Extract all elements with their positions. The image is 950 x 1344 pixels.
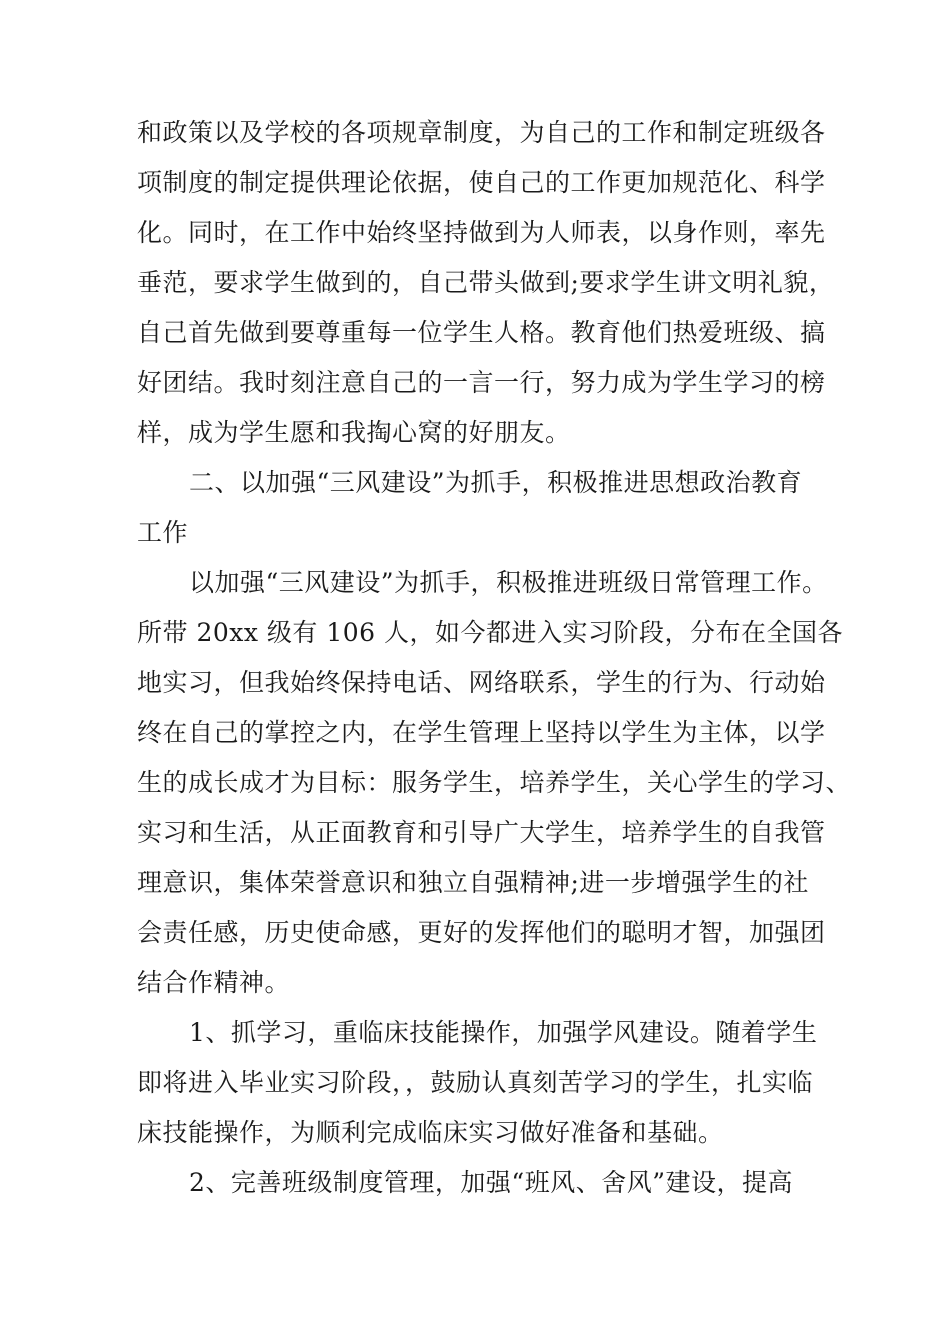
- text-line: 即将进入毕业实习阶段，，鼓励认真刻苦学习的学生，扎实临: [137, 1068, 814, 1097]
- section-heading: 二、以加强“三风建设”为抓手，积极推进思想政治教育: [189, 468, 803, 497]
- list-item: 1、抓学习，重临床技能操作，加强学风建设。随着学生: [189, 1018, 818, 1047]
- text-line: 样，成为学生愿和我掏心窝的好朋友。: [137, 418, 571, 447]
- text-line: 结合作精神。: [137, 968, 291, 997]
- list-item: 2、完善班级制度管理，加强“班风、舍风”建设，提高: [189, 1168, 793, 1197]
- text-line: 地实习，但我始终保持电话、网络联系，学生的行为、行动始: [137, 668, 826, 697]
- text-line: 所带 20xx 级有 106 人，如今都进入实习阶段，分布在全国各: [137, 618, 844, 647]
- text-line: 项制度的制定提供理论依据，使自己的工作更加规范化、科学: [137, 168, 826, 197]
- text-line: 以加强“三风建设”为抓手，积极推进班级日常管理工作。: [189, 568, 828, 597]
- text-line: 自己首先做到要尊重每一位学生人格。教育他们热爱班级、搞: [137, 318, 826, 347]
- text-line: 生的成长成才为目标：服务学生，培养学生，关心学生的学习、: [137, 768, 852, 797]
- text-line: 实习和生活，从正面教育和引导广大学生，培养学生的自我管: [137, 818, 826, 847]
- text-line: 终在自己的掌控之内，在学生管理上坚持以学生为主体，以学: [137, 718, 826, 747]
- text-line: 床技能操作，为顺利完成临床实习做好准备和基础。: [137, 1118, 724, 1147]
- text-line: 好团结。我时刻注意自己的一言一行，努力成为学生学习的榜: [137, 368, 826, 397]
- section-heading-continued: 工作: [137, 518, 189, 547]
- text-line: 会责任感，历史使命感，更好的发挥他们的聪明才智，加强团: [137, 918, 826, 947]
- text-line: 理意识，集体荣誉意识和独立自强精神;进一步增强学生的社: [137, 868, 809, 897]
- text-line: 垂范，要求学生做到的，自己带头做到;要求学生讲文明礼貌，: [137, 268, 835, 297]
- text-line: 和政策以及学校的各项规章制度，为自己的工作和制定班级各: [137, 118, 826, 147]
- text-line: 化。同时，在工作中始终坚持做到为人师表，以身作则，率先: [137, 218, 826, 247]
